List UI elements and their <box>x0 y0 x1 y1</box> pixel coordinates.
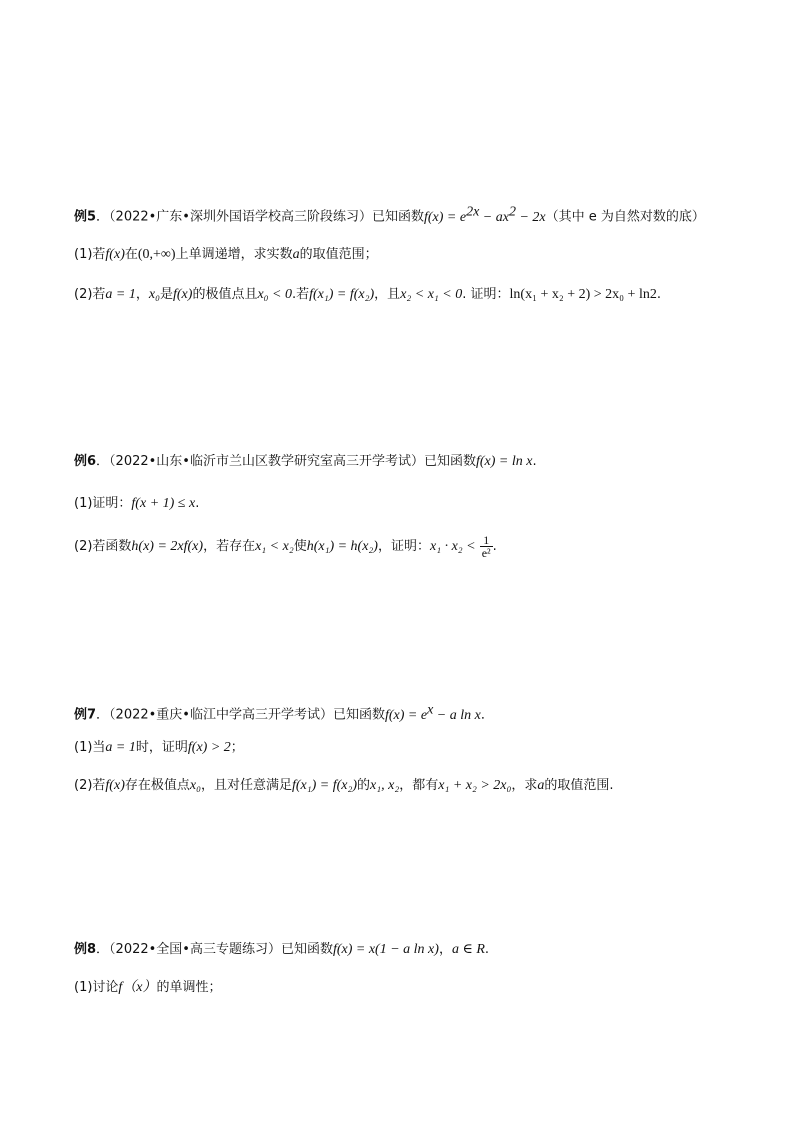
example-5-header <box>74 202 705 228</box>
example-8-question-1: (1)讨论f（x）的单调性； <box>74 980 222 995</box>
example-5-note: （其中 e 为自然对数的底） <box>545 209 705 225</box>
example-5-function: $f(x) = e^{2x} - ax^2 - 2x$ <box>423 204 546 225</box>
example-6-question-1: (1)证明：f(x + 1) ≤ x. <box>74 496 200 511</box>
example-7-label: 例7 <box>74 707 97 723</box>
example-5-question-1: (1)若f(x)在(0,+∞)上单调递增，求实数a的取值范围； <box>74 247 378 262</box>
example-6-label: 例6 <box>74 454 97 469</box>
example-7-question-2: (2)若f(x)存在极值点x₀，且对任意满足f(x₁) = f(x₂)的x₁, x₂，都有x₁ + x₂ > 2x₀，求a的取值范围. <box>74 778 614 793</box>
example-5-label: 例5 <box>74 209 97 225</box>
example-5-source: ．（2022•广东•深圳外国语学校高三阶段练习）已知函数 <box>96 209 424 225</box>
example-8-label: 例8 <box>74 942 97 957</box>
example-8-header: 例8．（2022•全国•高三专题练习）已知函数f(x) = x(1 − a ln x)，a ∈ R. <box>74 942 490 957</box>
example-8-function: f(x) = x(1 − a ln x) <box>332 942 439 957</box>
example-6-function: f(x) = ln x <box>475 454 533 469</box>
example-7-question-1: (1)当a = 1时，证明f(x) > 2； <box>74 740 244 755</box>
example-7-function: $f(x) = e^x - a$ ln x <box>384 702 481 723</box>
example-8-source: ．（2022•全国•高三专题练习）已知函数 <box>96 942 333 957</box>
example-5-question-2: (2)若a = 1，x₀是f(x)的极值点且x₀ < 0.若f(x₁) = f(x₂)，且x₂ < x₁ < 0. 证明：ln(x₁ + x₂ + 2) > 2x₀ + ln2. <box>74 287 661 302</box>
example-6-question-2: (2)若函数h(x) = 2xf(x)，若存在x₁ < x₂使h(x₁) = h(x₂)，证明：x₁ · x₂ < $\frac{1}{\text{e²}}$ . <box>74 533 497 560</box>
example-6-source: ．（2022•山东•临沂市兰山区教学研究室高三开学考试）已知函数 <box>96 454 476 469</box>
example-7-header: 例7．（2022•重庆•临江中学高三开学考试）已知函数$f(x) = e^x - a$ ln x． <box>74 702 494 723</box>
fraction-one-over-e-squared: $\frac{1}{\text{e²}}$ <box>481 533 491 560</box>
example-6-header: 例6．（2022•山东•临沂市兰山区教学研究室高三开学考试）已知函数f(x) = ln x. <box>74 454 537 469</box>
example-7-source: ．（2022•重庆•临江中学高三开学考试）已知函数 <box>96 707 385 723</box>
